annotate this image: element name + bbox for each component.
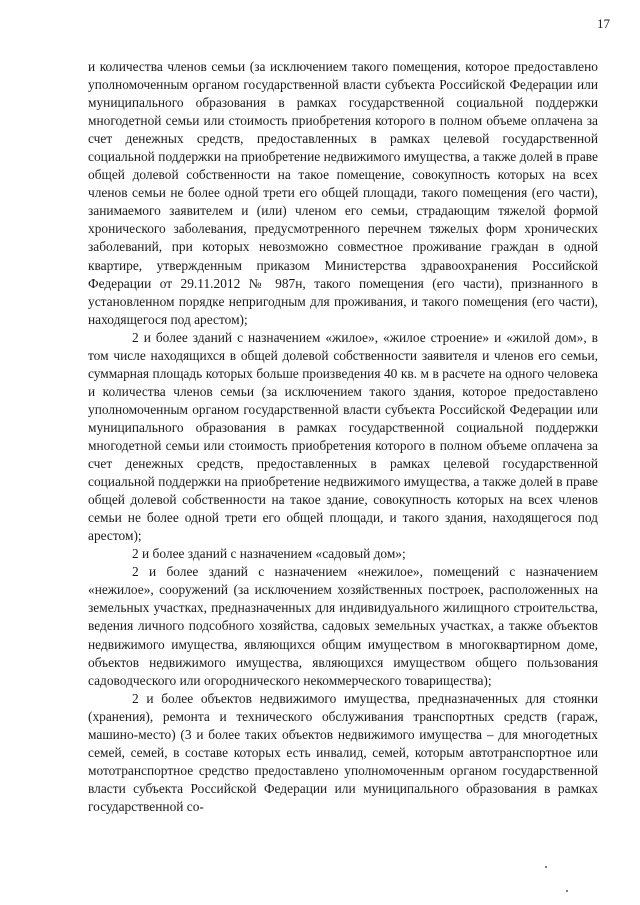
paragraph-1: и количества членов семьи (за исключением такого помещения, которое предоставлено уполномоченным органом государственной власти субъекта Российской Федерации или муниципального образования в рамках государственной социальной поддержки многодетной семьи или стоимость приобретения которого в полном объеме оплачена за счет денежных средств, предоставленных в рамках целевой государственной социальной поддержки на приобретение недвижимого имущества, а также долей в праве общей долевой собственности на такое помещение, совокупность которых на всех членов семьи не более одной трети его общей площади, такого помещения (его части), занимаемого заявителем и (или) членом его семьи, страдающим тяжелой формой хронического заболевания, предусмотренного перечнем тяжелых форм хронических заболеваний, при которых невозможно совместное проживание граждан в одной квартире, утвержденным приказом Министерства здравоохранения Российской Федерации от 29.11.2012 № 987н, такого помещения (его части), признанного в установленном порядке непригодным для проживания, и такого помещения (его части), находящегося под арестом); bbox=[88, 59, 598, 327]
paragraph-4: 2 и более зданий с назначением «нежилое», помещений с назначением «нежилое», сооружений (за исключением хозяйственных построек, расположенных на земельных участках, предназначенных для индивидуального жилищного строительства, ведения личного подсобного хозяйства, садовых земельных участках, а также объектов недвижимого имущества, являющихся общим имуществом в многоквартирном доме, объектов недвижимого имущества, являющихся имуществом общего пользования садоводческого или огороднического некоммерческого товарищества); bbox=[88, 564, 598, 688]
document-body bbox=[88, 58, 598, 816]
page-number: 17 bbox=[597, 16, 610, 31]
paragraph-2: 2 и более зданий с назначением «жилое», «жилое строение» и «жилой дом», в том числе находящихся в общей долевой собственности заявителя и членов его семьи, суммарная площадь которых больше произведения 40 кв. м в расчете на одного человека и количества членов семьи (за исключением такого здания, которое предоставлено уполномоченным органом государственной власти субъекта Российской Федерации или муниципального образования в рамках государственной социальной поддержки многодетной семьи или стоимость приобретения которого в полном объеме оплачена за счет денежных средств, предоставленных в рамках целевой государственной социальной поддержки на приобретение недвижимого имущества, а также долей в праве общей долевой собственности на такое здание, совокупность которых на всех членов семьи не более одной трети его общей площади, и такого здания, находящегося под арестом); bbox=[88, 329, 598, 544]
scan-speck bbox=[545, 866, 547, 868]
scan-speck bbox=[566, 890, 568, 892]
paragraph-3: 2 и более зданий с назначением «садовый дом»; bbox=[132, 546, 406, 562]
paragraph-5: 2 и более объектов недвижимого имущества, предназначенных для стоянки (хранения), ремонта и технического обслуживания транспортных средств (гараж, машино-место) (3 и более таких объектов недвижимого имущества – для многодетных семей, семей, в составе которых есть инвалид, семей, которым автотранспортное или мототранспортное средство предоставлено уполномоченным органом государственной власти субъекта Российской Федерации или муниципального образования в рамках государственной со- bbox=[88, 690, 598, 814]
